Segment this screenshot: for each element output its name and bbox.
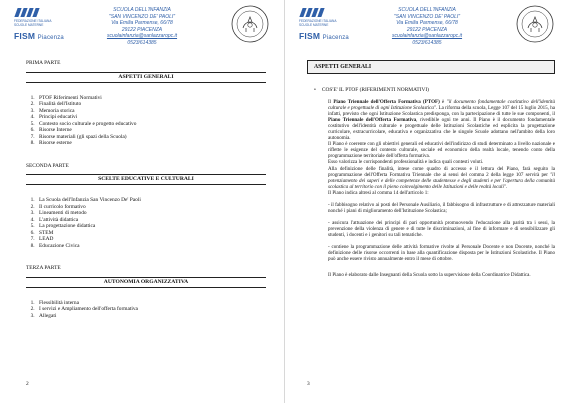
logo-name: FISM Piacenza bbox=[14, 31, 64, 41]
logo-bars-icon bbox=[299, 8, 329, 18]
index-item: 5. La progettazione didattica bbox=[36, 223, 266, 230]
logo-bars-icon bbox=[14, 8, 44, 18]
index-list bbox=[36, 197, 266, 249]
school-phone: 0523/614385 bbox=[127, 39, 157, 46]
paragraph: Il Piano è coerente con gli obiettivi generali ed educativi dell'indirizzo di studi determinato a livello nazionale e riflette le esigenze del contesto culturale, sociale ed economico della realtà locale, tenendo conto della programmazione territoriale dell'offerta formativa. bbox=[328, 141, 555, 160]
page-header bbox=[285, 0, 570, 52]
index-item: 3. Allegati bbox=[36, 313, 266, 320]
bullet-heading: • COS'E' IL PTOF (RIFERIMENTI NORMATIVI) bbox=[314, 87, 429, 93]
logo-name: FISM Piacenza bbox=[299, 31, 349, 41]
index-item: 2. Finalità dell'Istituto bbox=[36, 101, 266, 108]
page-header bbox=[0, 0, 285, 52]
logo-subtitle: FEDERAZIONE ITALIANA SCUOLE MATERNE bbox=[299, 19, 337, 27]
index-item: 1. PTOF Riferimenti Normativi bbox=[36, 95, 266, 102]
bullet-icon: • bbox=[314, 87, 316, 93]
index-item: 7. LEAD bbox=[36, 236, 266, 243]
page-number: 3 bbox=[307, 381, 310, 387]
page-number: 2 bbox=[26, 381, 29, 387]
paragraph: - assicura l'attuazione dei principi di pari opportunità promuovendo l'educazione alla parità tra i sessi, la prevenzione della violenza di genere e di tutte le discriminazioni, al fine di informare e di sensibilizzare gli studenti, i docenti e i genitori su tali tematiche. bbox=[328, 219, 555, 238]
school-seal-icon bbox=[515, 4, 555, 44]
ptof-body bbox=[307, 60, 555, 278]
para-prefix: Il bbox=[328, 99, 334, 105]
section-title: SCELTE EDUCATIVE E CULTURALI bbox=[26, 174, 266, 185]
index-item: 2. Il curricolo formativo bbox=[36, 204, 266, 211]
index-item: 6. Risorse Interne bbox=[36, 127, 266, 134]
paragraph: - il fabbisogno relativo ai posti del Personale Ausiliario, il fabbisogno di infrastrutture e di attrezzature materiali nonché i piani di miglioramento dell'Istituzione Scolastica; bbox=[328, 201, 555, 214]
section-title: ASPETTI GENERALI bbox=[26, 72, 266, 83]
fism-logo bbox=[14, 8, 64, 48]
index-body bbox=[26, 60, 266, 319]
index-item: 2. I servizi e Ampliamento dell'offerta formativa bbox=[36, 306, 266, 313]
part-label: SECONDA PARTE bbox=[26, 162, 69, 169]
right-page bbox=[285, 0, 570, 403]
index-item: 4. Principi educativi bbox=[36, 114, 266, 121]
index-item: 5. Contesto socio culturale e progetto educativo bbox=[36, 121, 266, 128]
school-email-link[interactable]: scuolainfanzia@sanlazzaropc.it bbox=[391, 33, 463, 40]
paragraph: Esso valorizza le corrispondenti professionalità e indica quali contesti voluti. bbox=[328, 159, 484, 166]
school-email-link[interactable]: scuolainfanzia@sanlazzaropc.it bbox=[106, 33, 178, 40]
part-label: PRIMA PARTE bbox=[26, 60, 61, 66]
index-item: 8. Risorse esterne bbox=[36, 140, 266, 147]
paragraph: Alla definizione delle finalità, intese come quadro di accesso e il lettura del Piano, farà seguito la programmazione dell'Offerta Formativa Triennale che ai sensi del comma 2 della legge 107 servirà per "il potenziamento dei saperi e delle competenze delle studentesse e degli studenti e per l'apertura della comunità scolastica al territorio con il pieno coinvolgimento delle Istituzioni e delle realtà locali". bbox=[328, 165, 555, 190]
index-list bbox=[36, 95, 266, 147]
index-item: 6. STEM bbox=[36, 230, 266, 237]
part-label: TERZA PARTE bbox=[26, 265, 61, 272]
index-item: 3. Memoria storica bbox=[36, 108, 266, 115]
index-item: 7. Risorse materiali (gli spazi della Scuola) bbox=[36, 134, 266, 141]
index-item: 3. Lineamenti di metodo bbox=[36, 210, 266, 217]
index-item: 8. Educazione Civica bbox=[36, 243, 266, 250]
school-seal-icon bbox=[230, 4, 270, 44]
index-list bbox=[36, 300, 266, 320]
school-phone: 0523/614385 bbox=[412, 39, 442, 46]
section-title-box: ASPETTI GENERALI bbox=[307, 60, 555, 74]
school-info: SCUOLA DELL'INFANZIA "SAN VINCENZO DE' PAOLI" Via Emilia Parmense, 66/78 29122 PIACENZA scuolainfanzia@sanlazzaropc.it 0523/614385 bbox=[72, 7, 212, 47]
paragraph: Il Piano Triennale dell'Offerta Formativa (PTOF) è "il documento fondamentale costitutivo dell'identità culturale e progettuale di ogni Istituzione Scolastica". La riforma della scuola, Legge 107 del 15 luglio 2015, ha infatti, previsto che ogni Istituzione Scolastica predisponga, con la partecipazione di tutte le sue componenti, il Piano Triennale dell'Offerta Formativa, rivedibile ogni tre anni. Il Piano è il documento fondamentale costitutivo dell'identità culturale e progettuale delle Istituzioni Scolastiche ed esplicita la progettazione curricolare, extracurricolare, educativa e organizzativa che le singole Scuole adottano nell'ambito della loro autonomia. bbox=[328, 99, 555, 142]
fism-logo bbox=[299, 8, 349, 48]
section-title: AUTONOMIA ORGANIZZATIVA bbox=[26, 277, 266, 288]
index-item: 1. La Scuola dell'Infanzia San Vincenzo De' Paoli bbox=[36, 197, 266, 204]
logo-subtitle: FEDERAZIONE ITALIANA SCUOLE MATERNE bbox=[14, 19, 52, 27]
paragraph: Il Piano indica altresì al comma 14 dell'articolo 1: bbox=[328, 189, 429, 196]
index-item: 4. L'attività didattica bbox=[36, 217, 266, 224]
paragraph: Il Piano è elaborato dalle Insegnanti della Scuola sotto la supervisione della Coordinatrice Didattica. bbox=[328, 272, 531, 279]
school-info: SCUOLA DELL'INFANZIA "SAN VINCENZO DE' PAOLI" Via Emilia Parmense, 66/78 29122 PIACENZA scuolainfanzia@sanlazzaropc.it 0523/614385 bbox=[357, 7, 497, 47]
index-item: 1. Flessibilità interna bbox=[36, 300, 266, 307]
paragraph: - contiene la programmazione delle attività formative rivolte al Personale Docente e non Docente, nonché la definizione delle risorse occorrenti in base alla quantificazione disposta per le Istituzioni Scolastiche. Il Piano può anche essere rivisto annualmente entro il mese di ottobre. bbox=[328, 243, 555, 263]
